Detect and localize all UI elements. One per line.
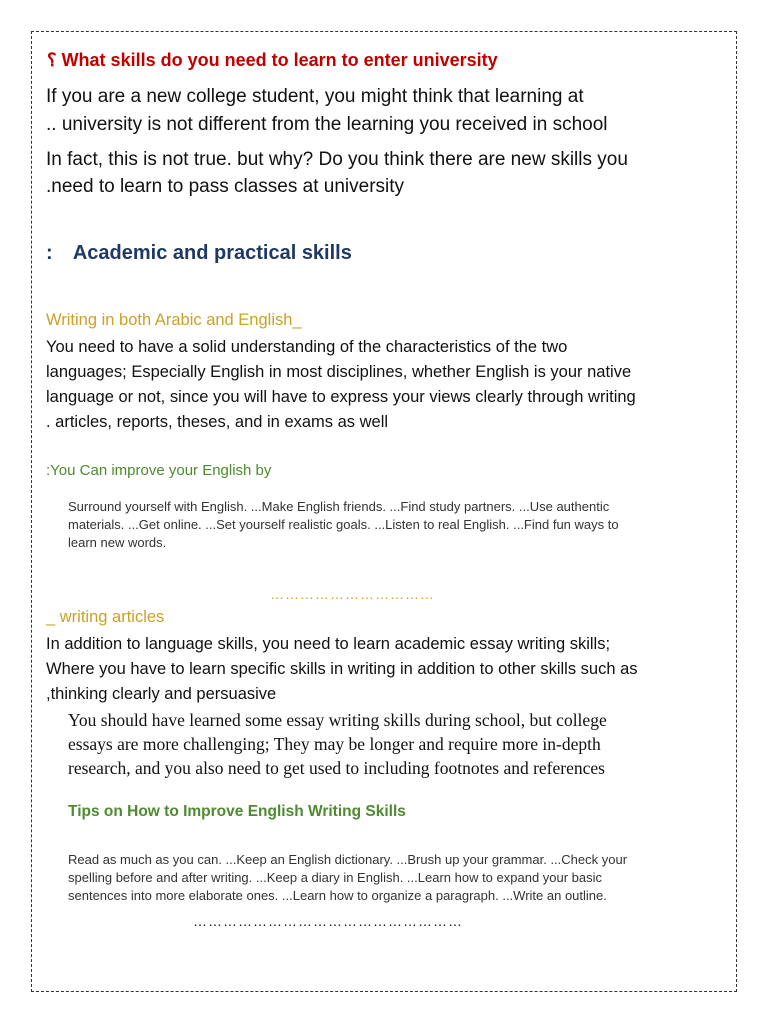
section-colon: : (46, 242, 53, 264)
writing-languages-line: languages; Especially English in most disciplines, whether English is your native (46, 363, 632, 381)
improve-english-line: learn new words. (68, 535, 167, 550)
improve-english-line: materials. ...Get online. ...Set yourself realistic goals. ...Listen to real English. ...Find fun ways to (68, 517, 619, 532)
divider-dots-end: ……………………………………………… (193, 913, 463, 929)
improve-english-line: Surround yourself with English. ...Make English friends. ...Find study partners. ...Use authentic (68, 499, 610, 514)
essay-paragraph-line: research, and you also need to get used to including footnotes and references (68, 758, 605, 778)
tips-heading: Tips on How to Improve English Writing Skills (68, 803, 406, 820)
divider-dots: …………………………… (270, 586, 435, 602)
writing-articles-line: In addition to language skills, you need to learn academic essay writing skills; (46, 635, 611, 653)
tips-line: spelling before and after writing. ...Keep a diary in English. ...Learn how to expand your basic (68, 870, 603, 885)
improve-english-heading: :You Can improve your English by (46, 462, 272, 479)
writing-languages-line: You need to have a solid understanding of the characteristics of the two (46, 338, 568, 356)
writing-languages-line: language or not, since you will have to express your views clearly through writing (46, 388, 636, 406)
writing-languages-heading: Writing in both Arabic and English_ (46, 311, 302, 329)
intro-line-3: In fact, this is not true. but why? Do you think there are new skills you (46, 149, 628, 170)
page-title: ؟ What skills do you need to learn to enter university (47, 50, 498, 70)
writing-articles-line: Where you have to learn specific skills in writing in addition to other skills such as (46, 660, 638, 678)
intro-line-4: .need to learn to pass classes at university (46, 176, 405, 197)
section-heading (46, 242, 352, 265)
writing-articles-line: ,thinking clearly and persuasive (46, 685, 277, 703)
tips-line: Read as much as you can. ...Keep an English dictionary. ...Brush up your grammar. ...Check your (68, 852, 628, 867)
section-heading-text: Academic and practical skills (72, 242, 352, 264)
essay-paragraph-line: You should have learned some essay writing skills during school, but college (68, 710, 607, 730)
intro-line-2: .. university is not different from the learning you received in school (46, 114, 608, 135)
writing-articles-heading: _ writing articles (46, 608, 165, 626)
essay-paragraph-line: essays are more challenging; They may be longer and require more in-depth (68, 734, 601, 754)
intro-line-1: If you are a new college student, you might think that learning at (46, 86, 584, 107)
tips-line: sentences into more elaborate ones. ...Learn how to organize a paragraph. ...Write an outline. (68, 888, 607, 903)
writing-languages-line: . articles, reports, theses, and in exams as well (46, 413, 389, 431)
